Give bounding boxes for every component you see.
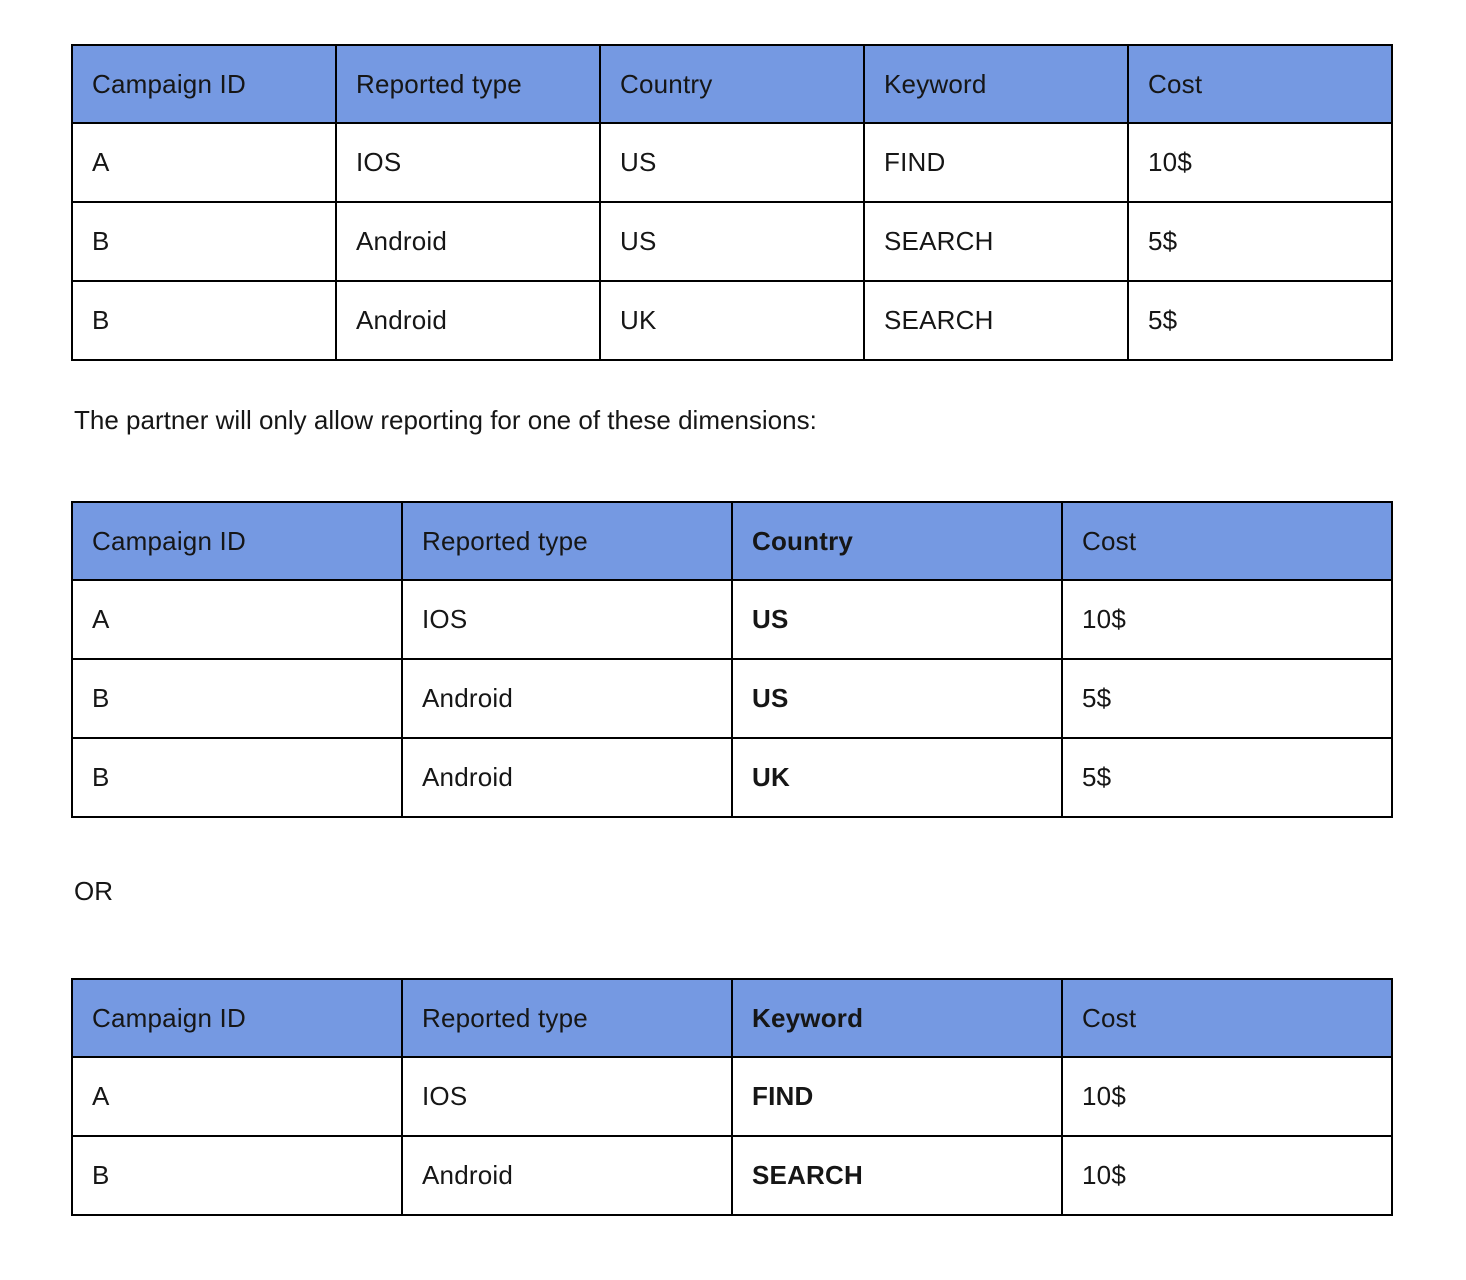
table-cell: Android (402, 1136, 732, 1215)
table-cell: 5$ (1062, 738, 1392, 817)
table-row (72, 580, 1392, 659)
table-cell: 10$ (1128, 123, 1392, 202)
table-cell: B (72, 202, 336, 281)
table-header-row (72, 979, 1392, 1057)
table-cell: Android (336, 202, 600, 281)
full-report-table (71, 44, 1393, 361)
table-cell: US (600, 202, 864, 281)
table-header-row (72, 502, 1392, 580)
table-cell: IOS (402, 580, 732, 659)
table-cell: B (72, 659, 402, 738)
table-cell: SEARCH (864, 202, 1128, 281)
column-header-cost: Cost (1062, 979, 1392, 1057)
table-cell: 5$ (1128, 202, 1392, 281)
keyword-dimension-table (71, 978, 1393, 1216)
table-cell: 10$ (1062, 580, 1392, 659)
table-row (72, 281, 1392, 360)
table-header-row (72, 45, 1392, 123)
table-row (72, 1057, 1392, 1136)
table-cell: A (72, 123, 336, 202)
column-header-campaign-id: Campaign ID (72, 502, 402, 580)
table-cell: A (72, 1057, 402, 1136)
table-cell: 5$ (1062, 659, 1392, 738)
table-cell: 10$ (1062, 1057, 1392, 1136)
table-cell: SEARCH (732, 1136, 1062, 1215)
table-cell: 5$ (1128, 281, 1392, 360)
table-row (72, 123, 1392, 202)
table-cell: 10$ (1062, 1136, 1392, 1215)
table-cell: B (72, 281, 336, 360)
table-cell: Android (336, 281, 600, 360)
column-header-cost: Cost (1062, 502, 1392, 580)
table-cell: FIND (864, 123, 1128, 202)
table-cell: US (732, 659, 1062, 738)
table-cell: Android (402, 659, 732, 738)
table-cell: Android (402, 738, 732, 817)
table-row (72, 1136, 1392, 1215)
column-header-campaign-id: Campaign ID (72, 979, 402, 1057)
column-header-country: Country (600, 45, 864, 123)
table-cell: B (72, 738, 402, 817)
column-header-keyword: Keyword (732, 979, 1062, 1057)
column-header-reported-type: Reported type (402, 979, 732, 1057)
table-cell: US (600, 123, 864, 202)
table-cell: UK (600, 281, 864, 360)
column-header-keyword: Keyword (864, 45, 1128, 123)
table-row (72, 659, 1392, 738)
or-label: OR (74, 876, 113, 906)
table-cell: A (72, 580, 402, 659)
column-header-campaign-id: Campaign ID (72, 45, 336, 123)
column-header-cost: Cost (1128, 45, 1392, 123)
column-header-reported-type: Reported type (402, 502, 732, 580)
table-cell: US (732, 580, 1062, 659)
table-cell: UK (732, 738, 1062, 817)
table-cell: IOS (336, 123, 600, 202)
table-cell: FIND (732, 1057, 1062, 1136)
table-row (72, 202, 1392, 281)
table-cell: IOS (402, 1057, 732, 1136)
table-cell: B (72, 1136, 402, 1215)
table-cell: SEARCH (864, 281, 1128, 360)
table-row (72, 738, 1392, 817)
column-header-country: Country (732, 502, 1062, 580)
intro-text: The partner will only allow reporting for one of these dimensions: (74, 405, 817, 435)
country-dimension-table (71, 501, 1393, 818)
column-header-reported-type: Reported type (336, 45, 600, 123)
